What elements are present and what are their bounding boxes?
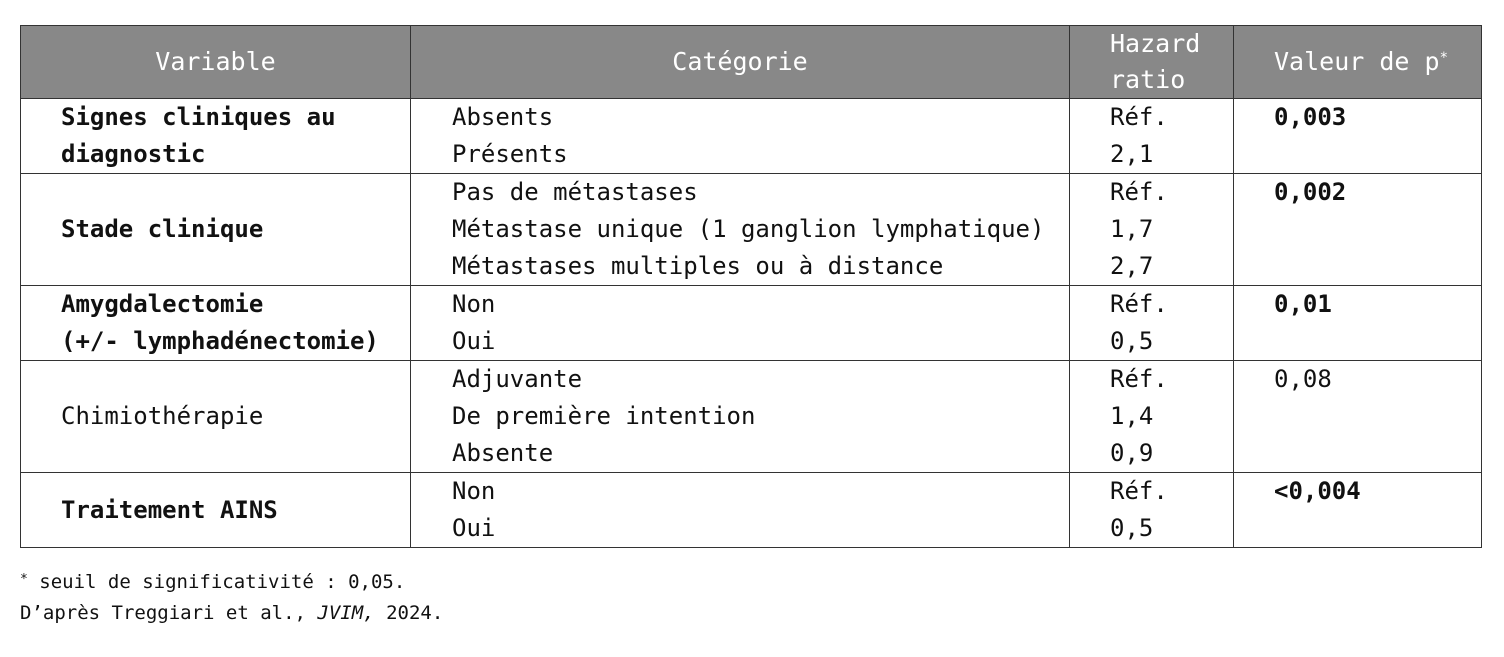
journal-name: JVIM, xyxy=(317,602,375,624)
hazard-ratio-cell: Réf. 0,5 xyxy=(1070,473,1234,548)
category-cell: Absents Présents xyxy=(411,99,1070,174)
category-cell: Adjuvante De première intention Absente xyxy=(411,361,1070,473)
footnote-text: seuil de significativité : 0,05. xyxy=(27,571,406,593)
table-row xyxy=(21,286,1482,361)
header-hazard-ratio: Hazard ratio xyxy=(1070,26,1234,99)
category-cell: Pas de métastases Métastase unique (1 ganglion lymphatique) Métastases multiples ou à distance xyxy=(411,174,1070,286)
table-notes xyxy=(20,568,443,628)
p-value-cell: <0,004 xyxy=(1234,473,1482,548)
header-variable: Variable xyxy=(21,26,411,99)
hazard-ratio-cell: Réf. 1,7 2,7 xyxy=(1070,174,1234,286)
significance-mark: * xyxy=(1439,50,1449,66)
p-value-cell: 0,003 xyxy=(1234,99,1482,174)
variable-cell: Traitement AINS xyxy=(21,473,411,548)
variable-cell: Amygdalectomie (+/- lymphadénectomie) xyxy=(21,286,411,361)
hazard-ratio-cell: Réf. 2,1 xyxy=(1070,99,1234,174)
variable-cell: Stade clinique xyxy=(21,174,411,286)
results-table xyxy=(20,25,1482,548)
table-header-row xyxy=(21,26,1482,99)
p-value-cell: 0,01 xyxy=(1234,286,1482,361)
table-row xyxy=(21,174,1482,286)
table-row xyxy=(21,361,1482,473)
hazard-ratio-cell: Réf. 0,5 xyxy=(1070,286,1234,361)
footnote-mark: * xyxy=(20,572,28,587)
variable-cell: Chimiothérapie xyxy=(21,361,411,473)
category-cell: Non Oui xyxy=(411,286,1070,361)
table-row xyxy=(21,99,1482,174)
hazard-ratio-cell: Réf. 1,4 0,9 xyxy=(1070,361,1234,473)
p-value-cell: 0,002 xyxy=(1234,174,1482,286)
category-cell: Non Oui xyxy=(411,473,1070,548)
table-row xyxy=(21,473,1482,548)
p-value-cell: 0,08 xyxy=(1234,361,1482,473)
header-categorie: Catégorie xyxy=(411,26,1070,99)
variable-cell: Signes cliniques au diagnostic xyxy=(21,99,411,174)
significance-footnote xyxy=(20,568,443,599)
header-p-value: Valeur de p* xyxy=(1234,26,1482,99)
source-citation: D’après Treggiari et al., JVIM, 2024. xyxy=(20,602,444,624)
